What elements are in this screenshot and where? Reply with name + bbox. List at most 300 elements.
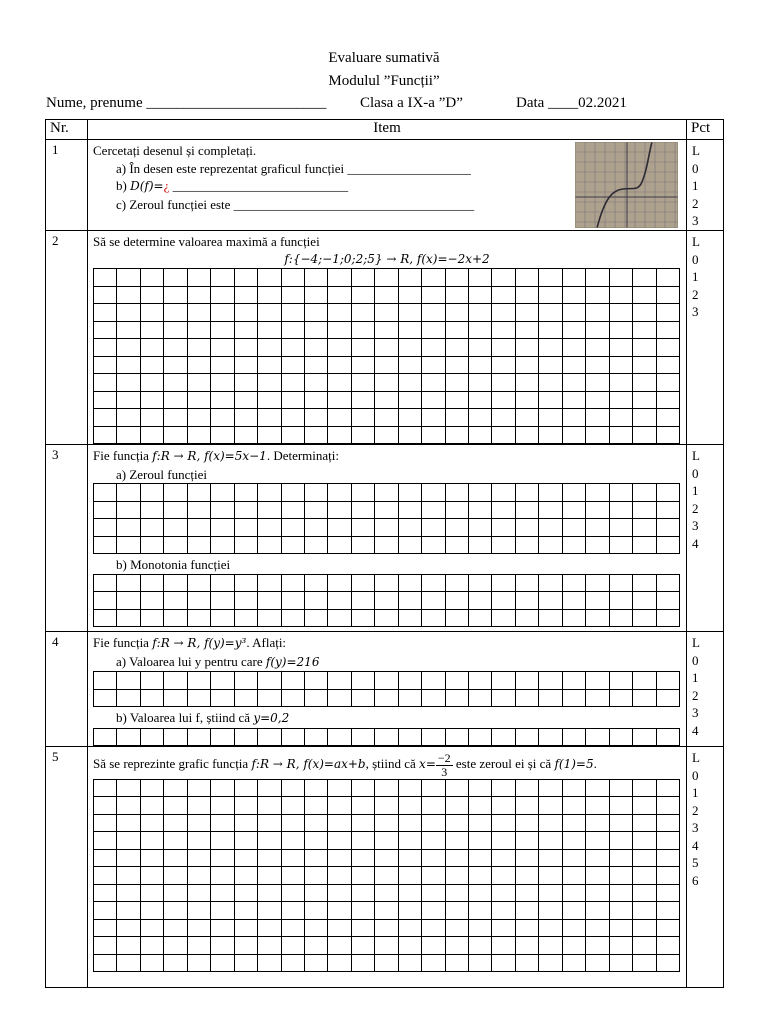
grid-cell[interactable]	[258, 426, 281, 444]
grid-cell[interactable]	[609, 849, 632, 867]
grid-cell[interactable]	[445, 867, 468, 885]
grid-cell[interactable]	[94, 269, 117, 287]
grid-cell[interactable]	[609, 574, 632, 592]
grid-cell[interactable]	[562, 884, 585, 902]
grid-cell[interactable]	[187, 286, 210, 304]
grid-cell[interactable]	[328, 867, 351, 885]
grid-cell[interactable]	[539, 954, 562, 972]
grid-cell[interactable]	[187, 832, 210, 850]
grid-cell[interactable]	[187, 269, 210, 287]
grid-cell[interactable]	[258, 484, 281, 502]
grid-cell[interactable]	[94, 797, 117, 815]
grid-cell[interactable]	[164, 426, 187, 444]
grid-cell[interactable]	[351, 919, 374, 937]
grid-cell[interactable]	[539, 409, 562, 427]
grid-cell[interactable]	[304, 954, 327, 972]
grid-cell[interactable]	[469, 321, 492, 339]
grid-cell[interactable]	[164, 574, 187, 592]
grid-cell[interactable]	[94, 779, 117, 797]
grid-cell[interactable]	[398, 672, 421, 690]
grid-cell[interactable]	[258, 339, 281, 357]
grid-cell[interactable]	[117, 919, 140, 937]
grid-cell[interactable]	[117, 519, 140, 537]
grid-cell[interactable]	[187, 321, 210, 339]
grid-cell[interactable]	[211, 574, 234, 592]
grid-cell[interactable]	[633, 484, 656, 502]
grid-cell[interactable]	[586, 519, 609, 537]
grid-cell[interactable]	[117, 409, 140, 427]
grid-cell[interactable]	[328, 269, 351, 287]
grid-cell[interactable]	[258, 501, 281, 519]
grid-cell[interactable]	[422, 484, 445, 502]
grid-cell[interactable]	[469, 814, 492, 832]
grid-cell[interactable]	[140, 484, 163, 502]
grid-cell[interactable]	[140, 779, 163, 797]
grid-cell[interactable]	[633, 672, 656, 690]
grid-cell[interactable]	[633, 339, 656, 357]
grid-cell[interactable]	[375, 814, 398, 832]
grid-cell[interactable]	[281, 954, 304, 972]
grid-cell[interactable]	[398, 779, 421, 797]
grid-cell[interactable]	[187, 409, 210, 427]
grid-cell[interactable]	[140, 937, 163, 955]
grid-cell[interactable]	[422, 519, 445, 537]
grid-cell[interactable]	[492, 484, 515, 502]
grid-cell[interactable]	[375, 609, 398, 627]
grid-cell[interactable]	[211, 269, 234, 287]
grid-cell[interactable]	[375, 797, 398, 815]
grid-cell[interactable]	[422, 391, 445, 409]
grid-cell[interactable]	[211, 672, 234, 690]
grid-cell[interactable]	[211, 919, 234, 937]
grid-cell[interactable]	[422, 426, 445, 444]
grid-cell[interactable]	[422, 832, 445, 850]
grid-cell[interactable]	[609, 501, 632, 519]
grid-cell[interactable]	[422, 902, 445, 920]
grid-cell[interactable]	[304, 391, 327, 409]
grid-cell[interactable]	[633, 849, 656, 867]
grid-cell[interactable]	[281, 867, 304, 885]
grid-cell[interactable]	[164, 867, 187, 885]
grid-cell[interactable]	[609, 779, 632, 797]
grid-cell[interactable]	[609, 672, 632, 690]
grid-cell[interactable]	[656, 728, 680, 746]
grid-cell[interactable]	[609, 304, 632, 322]
grid-cell[interactable]	[445, 339, 468, 357]
grid-cell[interactable]	[117, 689, 140, 707]
grid-cell[interactable]	[492, 728, 515, 746]
grid-cell[interactable]	[398, 797, 421, 815]
grid-cell[interactable]	[94, 884, 117, 902]
grid-cell[interactable]	[422, 286, 445, 304]
grid-cell[interactable]	[609, 937, 632, 955]
grid-cell[interactable]	[351, 592, 374, 610]
grid-cell[interactable]	[304, 519, 327, 537]
grid-cell[interactable]	[515, 689, 538, 707]
grid-cell[interactable]	[117, 374, 140, 392]
grid-cell[interactable]	[117, 954, 140, 972]
grid-cell[interactable]	[445, 501, 468, 519]
grid-cell[interactable]	[140, 902, 163, 920]
grid-cell[interactable]	[304, 797, 327, 815]
grid-cell[interactable]	[187, 937, 210, 955]
grid-cell[interactable]	[539, 356, 562, 374]
grid-cell[interactable]	[469, 902, 492, 920]
grid-cell[interactable]	[586, 356, 609, 374]
grid-cell[interactable]	[633, 574, 656, 592]
grid-cell[interactable]	[656, 484, 680, 502]
grid-cell[interactable]	[328, 797, 351, 815]
grid-cell[interactable]	[164, 592, 187, 610]
grid-cell[interactable]	[211, 609, 234, 627]
grid-cell[interactable]	[492, 426, 515, 444]
grid-cell[interactable]	[140, 409, 163, 427]
answer-grid[interactable]	[93, 483, 680, 554]
grid-cell[interactable]	[140, 728, 163, 746]
grid-cell[interactable]	[562, 832, 585, 850]
grid-cell[interactable]	[633, 592, 656, 610]
grid-cell[interactable]	[304, 304, 327, 322]
grid-cell[interactable]	[492, 321, 515, 339]
grid-cell[interactable]	[515, 484, 538, 502]
grid-cell[interactable]	[586, 269, 609, 287]
grid-cell[interactable]	[304, 501, 327, 519]
grid-cell[interactable]	[539, 501, 562, 519]
grid-cell[interactable]	[422, 609, 445, 627]
grid-cell[interactable]	[94, 501, 117, 519]
grid-cell[interactable]	[469, 536, 492, 554]
grid-cell[interactable]	[586, 884, 609, 902]
grid-cell[interactable]	[234, 592, 257, 610]
grid-cell[interactable]	[656, 867, 680, 885]
grid-cell[interactable]	[539, 849, 562, 867]
grid-cell[interactable]	[445, 884, 468, 902]
grid-cell[interactable]	[258, 356, 281, 374]
grid-cell[interactable]	[94, 867, 117, 885]
grid-cell[interactable]	[94, 902, 117, 920]
grid-cell[interactable]	[375, 339, 398, 357]
grid-cell[interactable]	[539, 779, 562, 797]
grid-cell[interactable]	[304, 689, 327, 707]
grid-cell[interactable]	[94, 849, 117, 867]
grid-cell[interactable]	[211, 832, 234, 850]
grid-cell[interactable]	[117, 391, 140, 409]
grid-cell[interactable]	[234, 919, 257, 937]
grid-cell[interactable]	[515, 797, 538, 815]
grid-cell[interactable]	[656, 356, 680, 374]
grid-cell[interactable]	[281, 814, 304, 832]
grid-cell[interactable]	[515, 954, 538, 972]
grid-cell[interactable]	[258, 937, 281, 955]
grid-cell[interactable]	[398, 689, 421, 707]
grid-cell[interactable]	[351, 286, 374, 304]
grid-cell[interactable]	[586, 484, 609, 502]
grid-cell[interactable]	[187, 779, 210, 797]
grid-cell[interactable]	[469, 574, 492, 592]
grid-cell[interactable]	[562, 339, 585, 357]
grid-cell[interactable]	[469, 728, 492, 746]
grid-cell[interactable]	[117, 304, 140, 322]
grid-cell[interactable]	[164, 797, 187, 815]
grid-cell[interactable]	[304, 937, 327, 955]
grid-cell[interactable]	[609, 321, 632, 339]
grid-cell[interactable]	[94, 609, 117, 627]
grid-cell[interactable]	[281, 797, 304, 815]
grid-cell[interactable]	[234, 728, 257, 746]
grid-cell[interactable]	[515, 426, 538, 444]
grid-cell[interactable]	[656, 592, 680, 610]
grid-cell[interactable]	[94, 672, 117, 690]
grid-cell[interactable]	[328, 501, 351, 519]
grid-cell[interactable]	[422, 884, 445, 902]
grid-cell[interactable]	[492, 339, 515, 357]
grid-cell[interactable]	[351, 321, 374, 339]
grid-cell[interactable]	[117, 779, 140, 797]
grid-cell[interactable]	[351, 374, 374, 392]
grid-cell[interactable]	[351, 269, 374, 287]
grid-cell[interactable]	[164, 814, 187, 832]
grid-cell[interactable]	[445, 536, 468, 554]
grid-cell[interactable]	[656, 574, 680, 592]
grid-cell[interactable]	[258, 286, 281, 304]
grid-cell[interactable]	[281, 391, 304, 409]
grid-cell[interactable]	[328, 779, 351, 797]
grid-cell[interactable]	[469, 519, 492, 537]
grid-cell[interactable]	[492, 519, 515, 537]
grid-cell[interactable]	[117, 902, 140, 920]
grid-cell[interactable]	[422, 919, 445, 937]
grid-cell[interactable]	[586, 832, 609, 850]
grid-cell[interactable]	[258, 304, 281, 322]
grid-cell[interactable]	[304, 286, 327, 304]
grid-cell[interactable]	[562, 672, 585, 690]
grid-cell[interactable]	[539, 937, 562, 955]
grid-cell[interactable]	[351, 672, 374, 690]
grid-cell[interactable]	[492, 501, 515, 519]
grid-cell[interactable]	[304, 409, 327, 427]
grid-cell[interactable]	[633, 728, 656, 746]
grid-cell[interactable]	[351, 814, 374, 832]
grid-cell[interactable]	[94, 919, 117, 937]
grid-cell[interactable]	[609, 884, 632, 902]
grid-cell[interactable]	[258, 409, 281, 427]
grid-cell[interactable]	[164, 536, 187, 554]
grid-cell[interactable]	[164, 689, 187, 707]
grid-cell[interactable]	[94, 426, 117, 444]
grid-cell[interactable]	[375, 672, 398, 690]
grid-cell[interactable]	[515, 902, 538, 920]
grid-cell[interactable]	[469, 356, 492, 374]
grid-cell[interactable]	[258, 814, 281, 832]
grid-cell[interactable]	[445, 592, 468, 610]
grid-cell[interactable]	[351, 409, 374, 427]
grid-cell[interactable]	[445, 814, 468, 832]
grid-cell[interactable]	[398, 484, 421, 502]
grid-cell[interactable]	[187, 484, 210, 502]
grid-cell[interactable]	[539, 672, 562, 690]
name-field[interactable]: Nume, prenume ________________________	[46, 95, 327, 111]
grid-cell[interactable]	[187, 356, 210, 374]
grid-cell[interactable]	[328, 321, 351, 339]
grid-cell[interactable]	[398, 849, 421, 867]
grid-cell[interactable]	[187, 426, 210, 444]
grid-cell[interactable]	[469, 884, 492, 902]
grid-cell[interactable]	[117, 884, 140, 902]
grid-cell[interactable]	[281, 937, 304, 955]
grid-cell[interactable]	[164, 937, 187, 955]
grid-cell[interactable]	[140, 919, 163, 937]
grid-cell[interactable]	[164, 728, 187, 746]
grid-cell[interactable]	[445, 919, 468, 937]
grid-cell[interactable]	[258, 954, 281, 972]
grid-cell[interactable]	[281, 356, 304, 374]
grid-cell[interactable]	[258, 672, 281, 690]
grid-cell[interactable]	[94, 689, 117, 707]
grid-cell[interactable]	[281, 269, 304, 287]
grid-cell[interactable]	[258, 884, 281, 902]
grid-cell[interactable]	[562, 728, 585, 746]
grid-cell[interactable]	[140, 797, 163, 815]
grid-cell[interactable]	[633, 937, 656, 955]
grid-cell[interactable]	[539, 519, 562, 537]
grid-cell[interactable]	[281, 689, 304, 707]
grid-cell[interactable]	[609, 832, 632, 850]
grid-cell[interactable]	[140, 814, 163, 832]
grid-cell[interactable]	[375, 592, 398, 610]
grid-cell[interactable]	[492, 884, 515, 902]
grid-cell[interactable]	[234, 574, 257, 592]
grid-cell[interactable]	[422, 304, 445, 322]
grid-cell[interactable]	[375, 304, 398, 322]
grid-cell[interactable]	[633, 919, 656, 937]
grid-cell[interactable]	[422, 797, 445, 815]
grid-cell[interactable]	[633, 304, 656, 322]
grid-cell[interactable]	[515, 937, 538, 955]
grid-cell[interactable]	[469, 269, 492, 287]
grid-cell[interactable]	[609, 426, 632, 444]
grid-cell[interactable]	[234, 391, 257, 409]
grid-cell[interactable]	[539, 867, 562, 885]
grid-cell[interactable]	[586, 374, 609, 392]
date-field[interactable]: Data ____02.2021	[516, 95, 627, 111]
grid-cell[interactable]	[211, 728, 234, 746]
grid-cell[interactable]	[469, 339, 492, 357]
grid-cell[interactable]	[445, 779, 468, 797]
grid-cell[interactable]	[422, 672, 445, 690]
grid-cell[interactable]	[164, 409, 187, 427]
grid-cell[interactable]	[539, 269, 562, 287]
grid-cell[interactable]	[609, 409, 632, 427]
grid-cell[interactable]	[281, 409, 304, 427]
grid-cell[interactable]	[164, 286, 187, 304]
grid-cell[interactable]	[164, 519, 187, 537]
grid-cell[interactable]	[258, 779, 281, 797]
grid-cell[interactable]	[398, 919, 421, 937]
grid-cell[interactable]	[492, 832, 515, 850]
grid-cell[interactable]	[398, 728, 421, 746]
grid-cell[interactable]	[117, 574, 140, 592]
grid-cell[interactable]	[375, 286, 398, 304]
grid-cell[interactable]	[633, 867, 656, 885]
grid-cell[interactable]	[234, 902, 257, 920]
grid-cell[interactable]	[351, 832, 374, 850]
grid-cell[interactable]	[211, 536, 234, 554]
grid-cell[interactable]	[562, 814, 585, 832]
grid-cell[interactable]	[328, 849, 351, 867]
grid-cell[interactable]	[211, 286, 234, 304]
grid-cell[interactable]	[515, 592, 538, 610]
grid-cell[interactable]	[140, 954, 163, 972]
grid-cell[interactable]	[445, 672, 468, 690]
grid-cell[interactable]	[469, 609, 492, 627]
grid-cell[interactable]	[164, 484, 187, 502]
grid-cell[interactable]	[609, 519, 632, 537]
grid-cell[interactable]	[234, 672, 257, 690]
grid-cell[interactable]	[187, 689, 210, 707]
grid-cell[interactable]	[328, 728, 351, 746]
grid-cell[interactable]	[562, 391, 585, 409]
grid-cell[interactable]	[515, 919, 538, 937]
grid-cell[interactable]	[304, 574, 327, 592]
grid-cell[interactable]	[445, 409, 468, 427]
grid-cell[interactable]	[469, 779, 492, 797]
grid-cell[interactable]	[328, 814, 351, 832]
grid-cell[interactable]	[375, 937, 398, 955]
grid-cell[interactable]	[117, 339, 140, 357]
grid-cell[interactable]	[234, 409, 257, 427]
grid-cell[interactable]	[375, 321, 398, 339]
grid-cell[interactable]	[492, 797, 515, 815]
grid-cell[interactable]	[539, 321, 562, 339]
grid-cell[interactable]	[633, 832, 656, 850]
grid-cell[interactable]	[539, 797, 562, 815]
grid-cell[interactable]	[469, 849, 492, 867]
grid-cell[interactable]	[164, 779, 187, 797]
grid-cell[interactable]	[422, 814, 445, 832]
grid-cell[interactable]	[445, 832, 468, 850]
grid-cell[interactable]	[539, 728, 562, 746]
grid-cell[interactable]	[164, 374, 187, 392]
grid-cell[interactable]	[586, 501, 609, 519]
grid-cell[interactable]	[515, 814, 538, 832]
grid-cell[interactable]	[211, 304, 234, 322]
grid-cell[interactable]	[234, 426, 257, 444]
grid-cell[interactable]	[164, 884, 187, 902]
grid-cell[interactable]	[656, 501, 680, 519]
grid-cell[interactable]	[234, 519, 257, 537]
grid-cell[interactable]	[469, 954, 492, 972]
grid-cell[interactable]	[422, 269, 445, 287]
grid-cell[interactable]	[187, 501, 210, 519]
grid-cell[interactable]	[539, 832, 562, 850]
grid-cell[interactable]	[445, 797, 468, 815]
grid-cell[interactable]	[328, 374, 351, 392]
grid-cell[interactable]	[211, 797, 234, 815]
grid-cell[interactable]	[586, 286, 609, 304]
grid-cell[interactable]	[586, 867, 609, 885]
grid-cell[interactable]	[492, 286, 515, 304]
grid-cell[interactable]	[492, 867, 515, 885]
grid-cell[interactable]	[117, 269, 140, 287]
grid-cell[interactable]	[633, 519, 656, 537]
grid-cell[interactable]	[258, 374, 281, 392]
grid-cell[interactable]	[422, 867, 445, 885]
grid-cell[interactable]	[211, 484, 234, 502]
grid-cell[interactable]	[633, 501, 656, 519]
grid-cell[interactable]	[562, 321, 585, 339]
grid-cell[interactable]	[328, 919, 351, 937]
grid-cell[interactable]	[211, 409, 234, 427]
